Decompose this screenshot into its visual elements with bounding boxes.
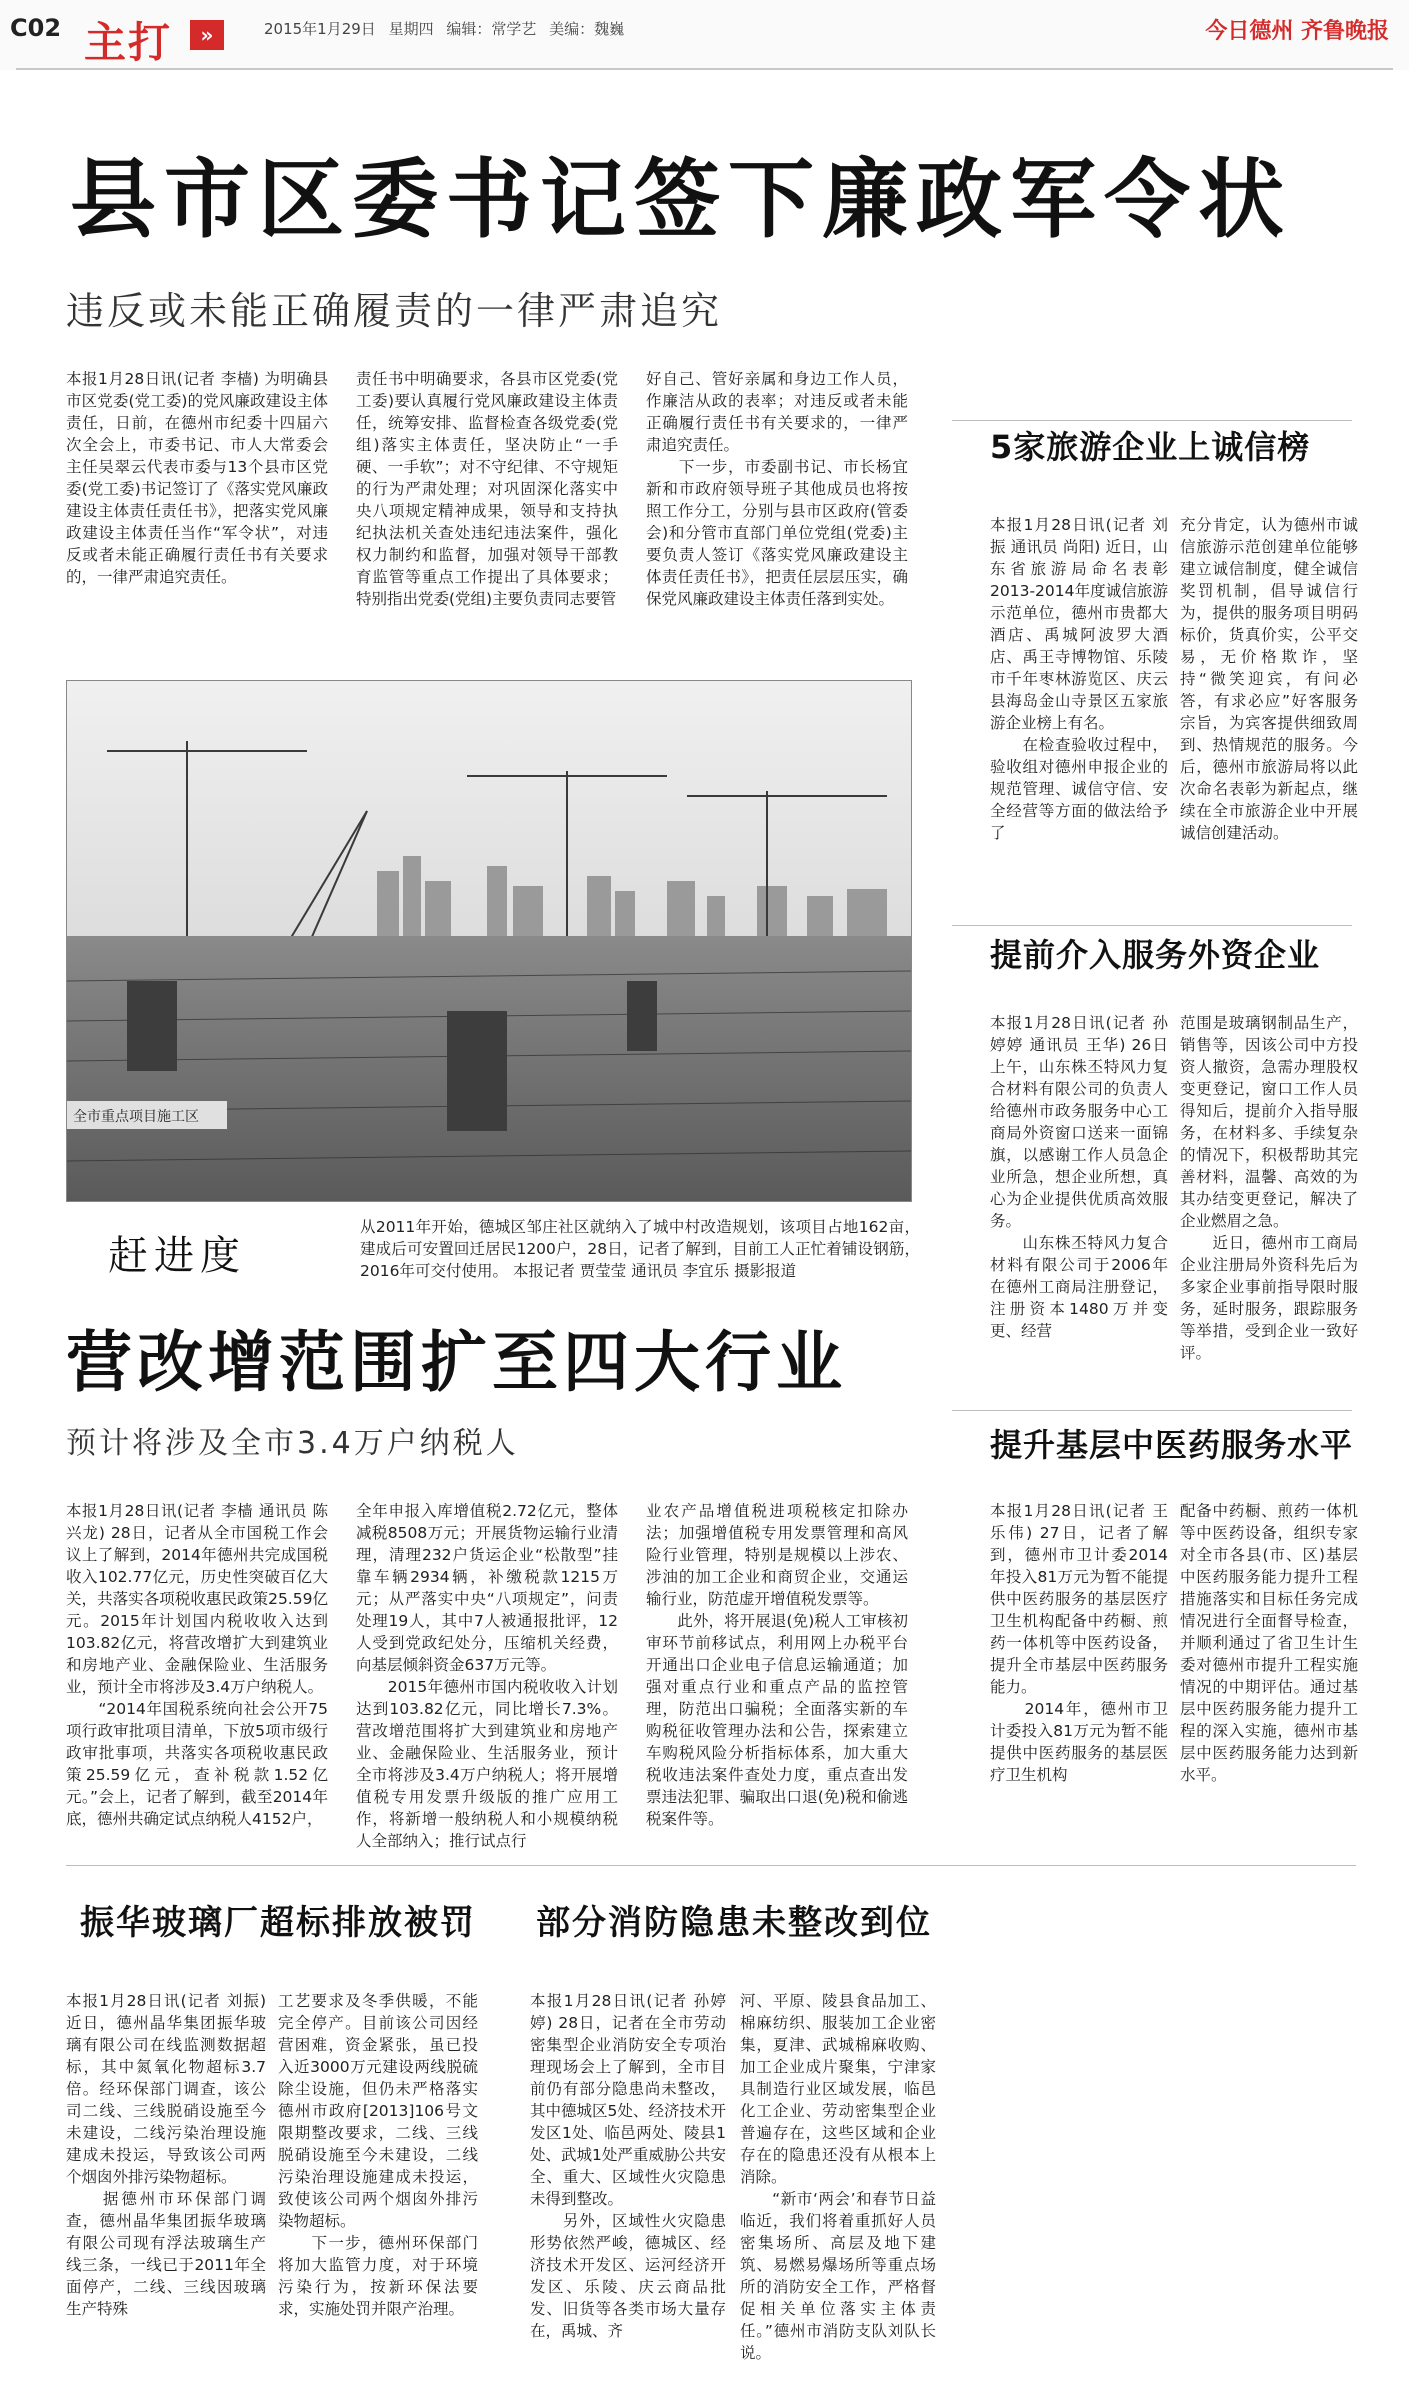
glass-factory-column-1: 本报1月28日讯(记者 刘振) 近日，德州晶华集团振华玻璃有限公司在线监测数据超标，其中氮氧化物超标3.7倍。经环保部门调查，该公司二线、三线脱硝设施至今未建设，二线污染治理设施建成未投运，导致该公司两个烟囱外排污染物超标。 据德州市环保部门调查，德州晶华集团振华玻璃有限公司现有浮法玻璃生产线三条，一线已于2011年全面停产，二线、三线因玻璃生产特殊 [66,1992,266,2318]
issue-info: 2015年1月29日 星期四 编辑：常学艺 美编：魏巍 [264,20,625,38]
glass-factory-headline: 振华玻璃厂超标排放被罚 [80,1903,476,1943]
tax-subheadline: 预计将涉及全市3.4万户纳税人 [66,1426,519,1461]
sidebar-rule-1 [952,420,1352,421]
fire-safety-column-1: 本报1月28日讯(记者 孙婷婷) 28日，记者在全市劳动密集型企业消防安全专项治理现场会上了解到，全市目前仍有部分隐患尚未整改，其中德城区5处、经济技术开发区1处、临邑两处、陵县1处、武城1处严重威胁公共安全、重大、区域性火灾隐患未得到整改。 另外，区域性火灾隐患形势依然严峻，德城区、经济技术开发区、运河经济开发区、乐陵、庆云商品批发、旧货等各类市场大量存在，禹城、齐 [530,1992,726,2340]
tourism-column-2: 充分肯定，认为德州市诚信旅游示范创建单位能够建立诚信制度，健全诚信奖罚机制，倡导诚信行为，提供的服务项目明码标价，货真价实，公平交易，无价格欺诈，坚持“微笑迎宾，有问必答，有求必应”好客服务宗旨，为宾客提供细致周到、热情规范的服务。今后，德州市旅游局将以此次命名表彰为新起点，继续在全市旅游企业中开展诚信创建活动。 [1180,516,1358,842]
site-sign-text: 全市重点项目施工区 [73,1109,199,1125]
lead-column-1: 本报1月28日讯(记者 李樯) 为明确县市区党委(党工委)的党风廉政建设主体责任，日前，在德州市纪委十四届六次全会上，市委书记、市人大常委会主任吴翠云代表市委与13个县市区党委(党工委)书记签订了《落实党风廉政建设主体责任责任书》，把落实党风廉政建设主体责任当作“军令状”，对违反或者未能正确履行责任书有关要求的，一律严肃追究责任。 [66,370,328,586]
foreign-enterprise-headline: 提前介入服务外资企业 [990,936,1321,974]
tourism-column-1: 本报1月28日讯(记者 刘振 通讯员 尚阳) 近日，山东省旅游局命名表彰2013-2014年度诚信旅游示范单位，德州市贵都大酒店、禹城阿波罗大酒店、禹王寺博物馆、乐陵市千年枣林游览区、庆云县海岛金山寺景区五家旅游企业榜上有名。 在检查验收过程中，验收组对德州申报企业的规范管理、诚信守信、安全经营等方面的做法给予了 [990,516,1168,842]
bottom-rule [66,1865,1356,1866]
fire-safety-headline: 部分消防隐患未整改到位 [536,1903,932,1943]
glass-factory-column-2: 工艺要求及冬季供暖，不能完全停产。目前该公司因经营困难，资金紧张，虽已投入近3000万元建设两线脱硫除尘设施，但仍未严格落实德州市政府[2013]106号文限期整改要求，二线、三线脱硝设施至今未建设，二线污染治理设施建成未投运，致使该公司两个烟囱外排污染物超标。 下一步，德州环保部门将加大监管力度，对于环境污染行为，按新环保法要求，实施处罚并限产治理。 [278,1992,478,2318]
foreign-enterprise-column-2: 范围是玻璃钢制品生产，销售等，因该公司中方投资人撤资，急需办理股权变更登记，窗口工作人员得知后，提前介入指导服务，在材料多、手续复杂的情况下，积极帮助其完善材料，温馨、高效的为其办结变更登记，解决了企业燃眉之急。 近日，德州市工商局企业注册局外资科先后为多家企业事前指导限时服务，延时服务，跟踪服务等举措，受到企业一致好评。 [1180,1014,1358,1362]
tax-column-2: 全年申报入库增值税2.72亿元，整体减税8508万元；开展货物运输行业清理，清理232户货运企业“松散型”挂靠车辆2934辆，补缴税款1215万元；从严落实中央“八项规定”，问责处理19人，其中7人被通报批评，12人受到党政纪处分，压缩机关经费，向基层倾斜资金637万元等。 2015年德州市国内税收收入计划达到103.82亿元，同比增长7.3%。营改增范围将扩大到建筑业和房地产业、金融保险业、生活服务业，预计全市将涉及3.4万户纳税人；将开展增值税专用发票升级版的推广应用工作，将新增一般纳税人和小规模纳税人全部纳入；推行试点行 [356,1502,618,1850]
tax-headline: 营改增范围扩至四大行业 [66,1325,847,1399]
tax-column-1: 本报1月28日讯(记者 李樯 通讯员 陈兴龙) 28日，记者从全市国税工作会议上了解到，2014年德州共完成国税收入102.77亿元，历史性突破百亿大关，共落实各项税收惠民政策25.59亿元。2015年计划国内税收收入达到103.82亿元，将营改增扩大到建筑业和房地产业、金融保险业、生活服务业，预计全市将涉及3.4万户纳税人。 “2014年国税系统向社会公开75项行政审批项目清单，下放5项市级行政审批事项，共落实各项税收惠民政策25.59亿元，查补税款1.52亿元。”会上，记者了解到，截至2014年底，德州共确定试点纳税人4152户， [66,1502,328,1828]
lead-column-2: 责任书中明确要求，各县市区党委(党工委)要认真履行党风廉政建设主体责任，统筹安排、监督检查各级党委(党组)落实主体责任，坚决防止“一手硬、一手软”；对不守纪律、不守规矩的行为严肃处理；对巩固深化落实中央八项规定精神成果，领导和支持执纪执法机关查处违纪违法案件，强化权力制约和监督，加强对领导干部教育监管等重点工作提出了具体要求；特别指出党委(党组)主要负责同志要管 [356,370,618,608]
tcm-headline: 提升基层中医药服务水平 [990,1426,1354,1464]
sidebar-rule-2 [952,925,1352,926]
construction-site-image [67,681,911,1201]
photo-caption: 从2011年开始，德城区邹庄社区就纳入了城中村改造规划，该项目占地162亩，建成后可安置回迁居民1200户，28日，记者了解到，目前工人正忙着铺设钢筋，2016年可交付使用。 本报记者 贾莹莹 通讯员 李宜乐 摄影报道 [360,1218,920,1280]
foreign-enterprise-column-1: 本报1月28日讯(记者 孙婷婷 通讯员 王华) 26日上午，山东株丕特风力复合材料有限公司的负责人给德州市政务服务中心工商局外资窗口送来一面锦旗，以感谢工作人员急企业所急，想企业所想，真心为企业提供优质高效服务。 山东株丕特风力复合材料有限公司于2006年在德州工商局注册登记，注册资本1480万并变更、经营 [990,1014,1168,1340]
tcm-column-1: 本报1月28日讯(记者 王乐伟) 27日，记者了解到，德州市卫计委2014年投入81万元为暂不能提供中医药服务的基层医疗卫生机构配备中药橱、煎药一体机等中医药设备，提升全市基层中医药服务能力。 2014年，德州市卫计委投入81万元为暂不能提供中医药服务的基层医疗卫生机构 [990,1502,1168,1784]
lead-headline: 县市区委书记签下廉政军令状 [70,152,1292,248]
lead-subheadline: 违反或未能正确履责的一律严肃追究 [66,289,723,333]
section-name: 主打 [84,18,173,67]
tourism-headline: 5家旅游企业上诚信榜 [990,428,1311,466]
header-rule [16,68,1393,70]
section-arrow-icon: » [190,20,224,50]
newspaper-brand: 今日德州 齐鲁晚报 [1205,19,1389,44]
fire-safety-column-2: 河、平原、陵县食品加工、棉麻纺织、服装加工企业密集，夏津、武城棉麻收购、加工企业成片聚集，宁津家具制造行业区域发展，临邑化工企业、劳动密集型企业普遍存在，这些区域和企业存在的隐患还没有从根本上消除。 “新市‘两会’和春节日益临近，我们将着重抓好人员密集场所、高层及地下建筑、易燃易爆场所等重点场所的消防安全工作，严格督促相关单位落实主体责任。”德州市消防支队刘队长说。 [740,1992,936,2362]
photo-caption-title: 赶进度 [108,1233,246,1279]
sidebar-rule-3 [952,1410,1352,1411]
tcm-column-2: 配备中药橱、煎药一体机等中医药设备，组织专家对全市各县(市、区)基层中医药服务能力提升工程措施落实和目标任务完成情况进行全面督导检查，并顺利通过了省卫生计生委对德州市提升工程实施情况的中期评估。通过基层中医药服务能力提升工程的深入实施，德州市基层中医药服务能力达到新水平。 [1180,1502,1358,1784]
construction-photo [66,680,912,1202]
lead-column-3: 好自己、管好亲属和身边工作人员，作廉洁从政的表率；对违反或者未能正确履行责任书有关要求的，一律严肃追究责任。 下一步，市委副书记、市长杨宜新和市政府领导班子其他成员也将按照工作分工，分别与县市区政府(管委会)和分管市直部门单位党组(党委)主要负责人签订《落实党风廉政建设主体责任责任书》，把责任层层压实，确保党风廉政建设主体责任落到实处。 [646,370,908,608]
page-number: C02 [10,14,62,42]
tax-column-3: 业农产品增值税进项税核定扣除办法；加强增值税专用发票管理和高风险行业管理，特别是规模以上涉农、涉油的加工企业和商贸企业，交通运输行业，防范虚开增值税发票等。 此外，将开展退(免)税人工审核初审环节前移试点，利用网上办税平台开通出口企业电子信息运输通道；加强对重点行业和重点产品的监控管理，防范出口骗税；全面落实新的车购税征收管理办法和公告，探索建立车购税风险分析指标体系，加大重大税收违法案件查处力度，重点查出发票违法犯罪、骗取出口退(免)税和偷逃税案件等。 [646,1502,908,1828]
